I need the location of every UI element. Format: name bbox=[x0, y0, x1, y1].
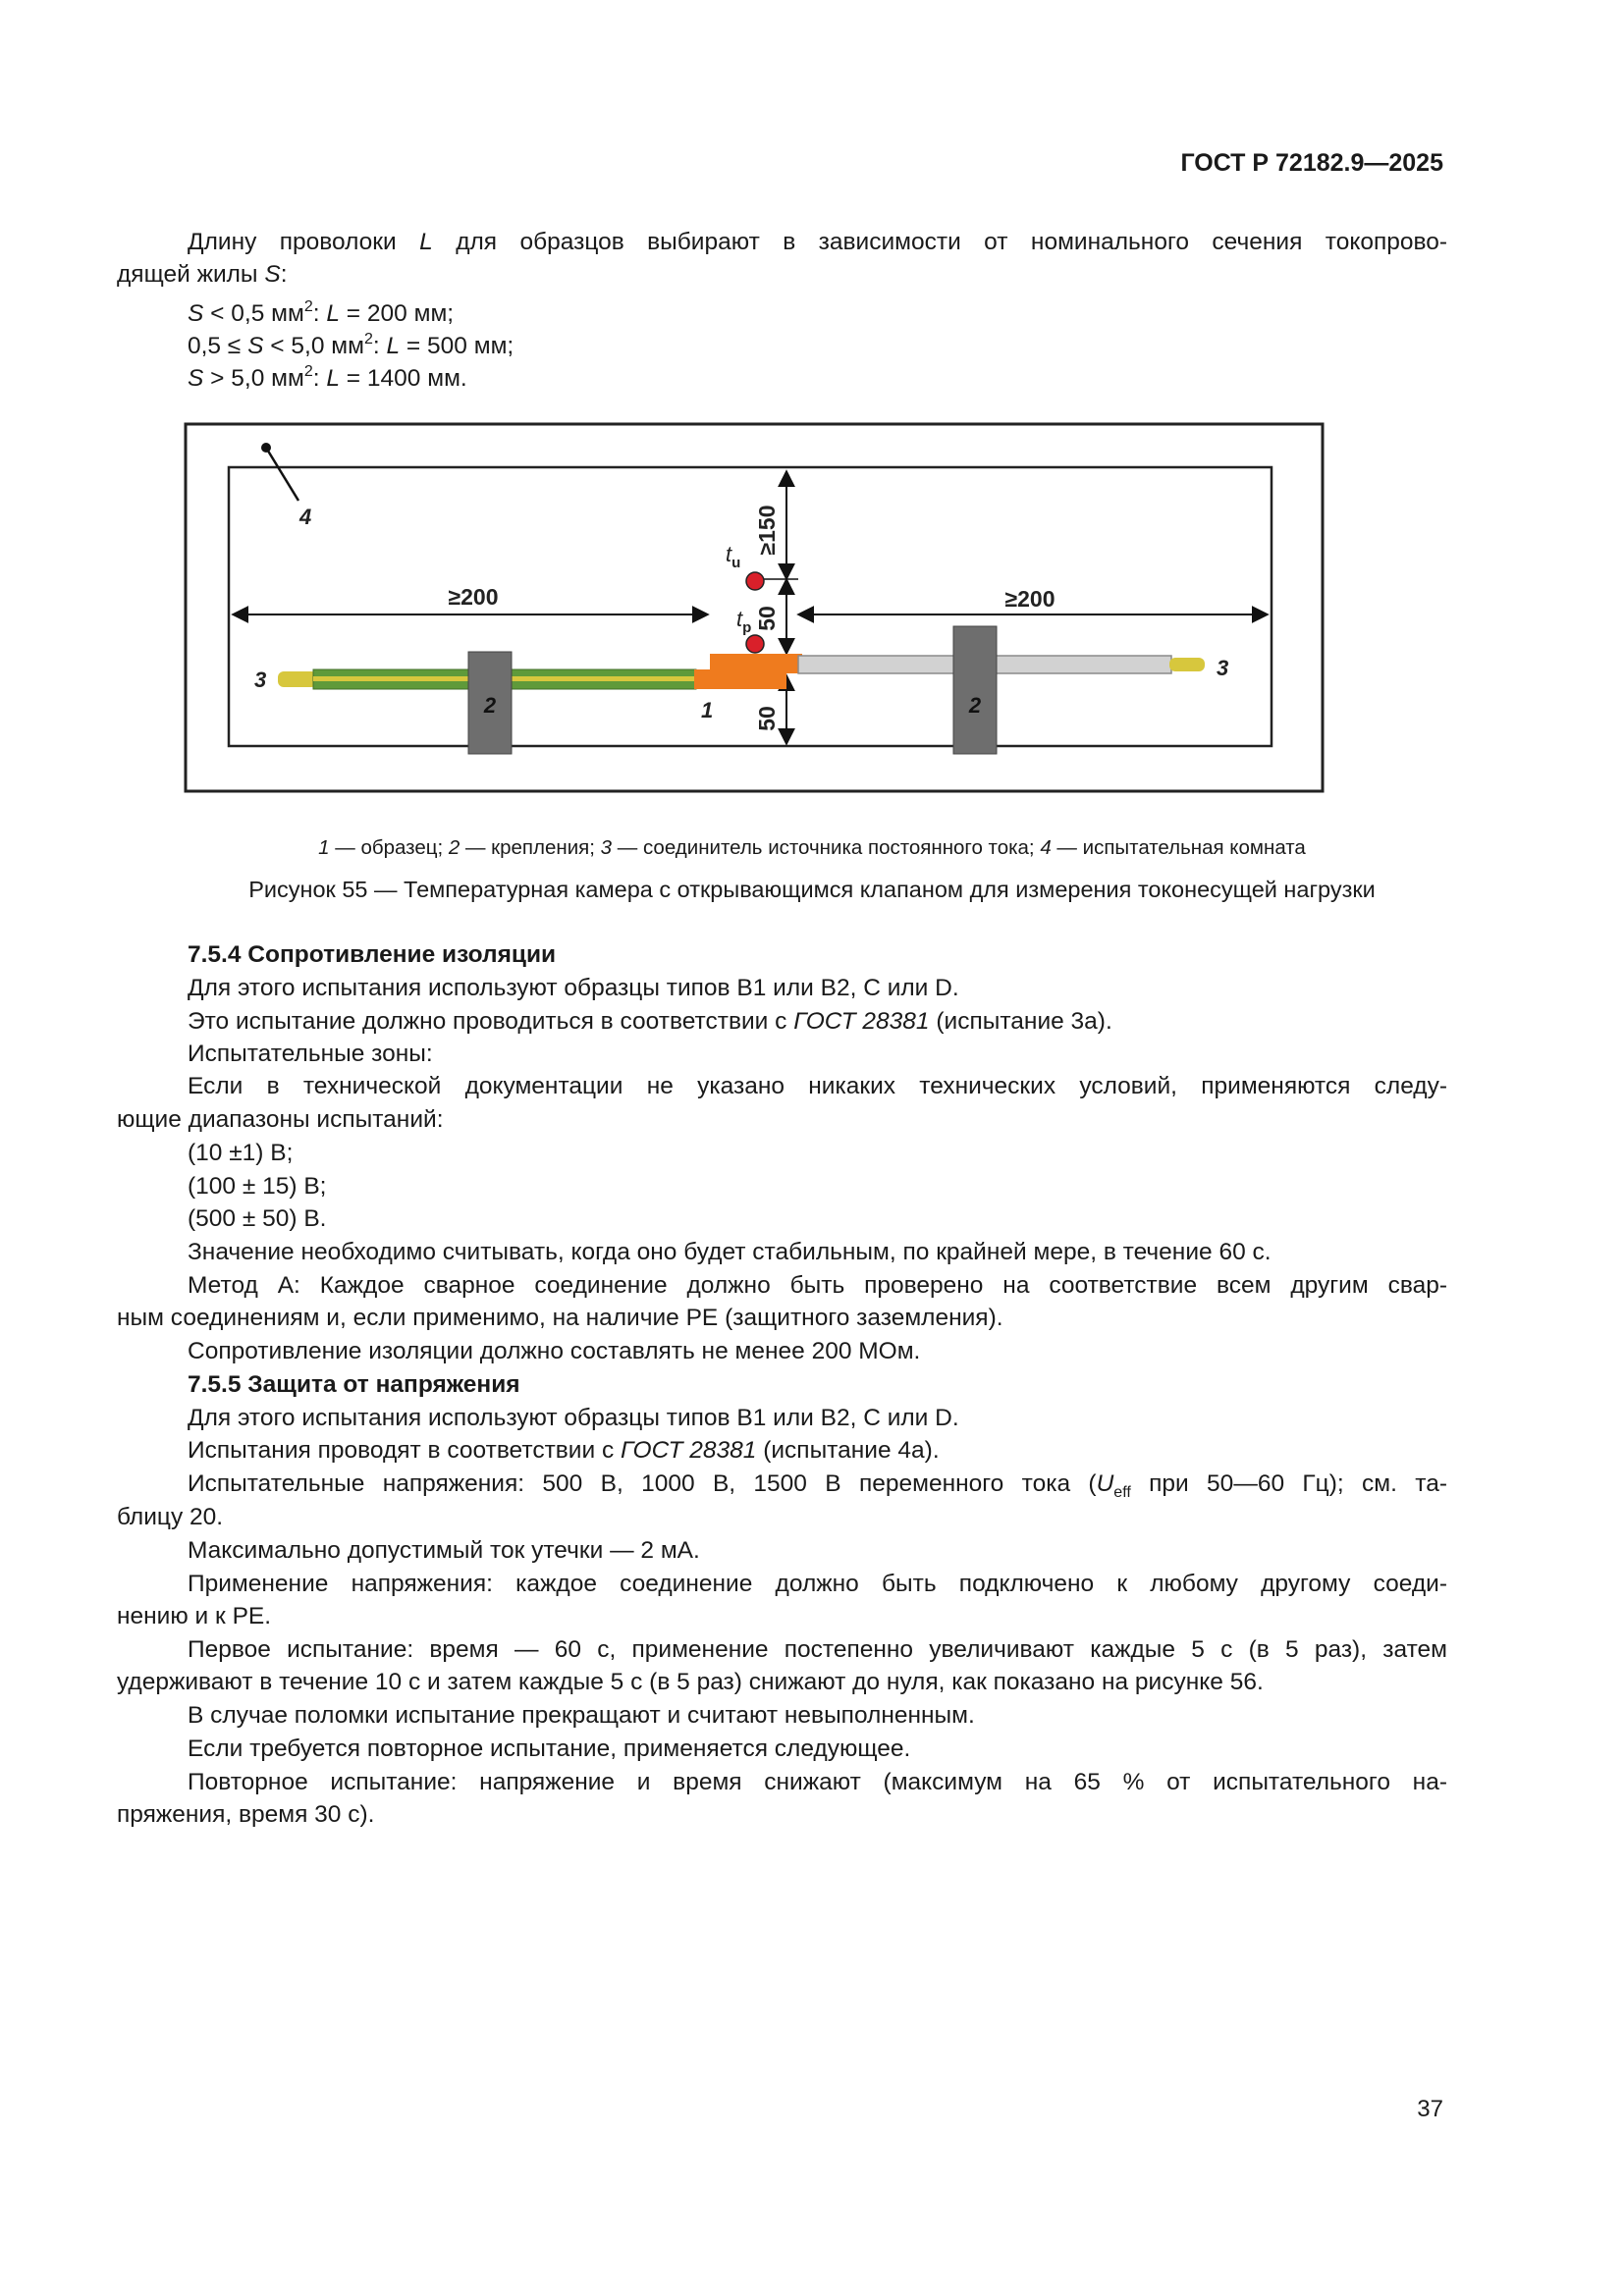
figure-55-diagram bbox=[184, 422, 1325, 795]
figure-legend: 1 — образец; 2 — крепления; 3 — соединитель источника постоянного тока; 4 — испытательная комната bbox=[318, 836, 1306, 859]
label-3-left: 3 bbox=[254, 667, 267, 692]
dimension-mid-label: 50 bbox=[754, 606, 780, 631]
document-code: ГОСТ Р 72182.9—2025 bbox=[1180, 149, 1443, 177]
test-room-leader-line bbox=[266, 448, 298, 501]
s754-p3: Испытательные зоны: bbox=[188, 1041, 433, 1067]
s755-p3-line1: Испытательные напряжения: 500 В, 1000 В, 1500 В переменного тока ($U_{eff}$ при 50—60 Гц); см. та- bbox=[188, 1470, 1447, 1501]
s755-p6-line2: удерживают в течение 10 с и затем каждые 5 с (в 5 раз) снижают до нуля, как показано на рисунке 56. bbox=[117, 1669, 1264, 1695]
dimension-right-label: ≥200 bbox=[1004, 586, 1056, 612]
s754-p7: Сопротивление изоляции должно составлять не менее 200 МОм. bbox=[188, 1338, 921, 1364]
sensor-tu bbox=[746, 572, 764, 590]
label-1: 1 bbox=[701, 698, 714, 722]
s754-p4-line2: ющие диапазоны испытаний: bbox=[117, 1106, 444, 1133]
s754-range-2: (100 ± 15) В; bbox=[188, 1173, 327, 1200]
s755-p5-line1: Применение напряжения: каждое соединение должно быть подключено к любому другому соеди- bbox=[188, 1571, 1447, 1597]
s754-range-3: (500 ± 50) В. bbox=[188, 1205, 327, 1232]
s754-p5: Значение необходимо считывать, когда оно будет стабильным, по крайней мере, в течение 60 с. bbox=[188, 1239, 1272, 1265]
s755-p8: Если требуется повторное испытание, применяется следующее. bbox=[188, 1735, 911, 1762]
sensor-tp bbox=[746, 635, 764, 653]
range-row-2: 0,5 ≤ S < 5,0 $мм^2$: L = 500 мм; bbox=[188, 331, 514, 359]
range-row-1: S < 0,5 $мм^2$: L = 200 мм; bbox=[188, 298, 455, 327]
s754-p1: Для этого испытания используют образцы типов В1 или В2, С или D. bbox=[188, 975, 959, 1001]
intro-line-2: дящей жилы S: bbox=[117, 261, 288, 288]
s755-p3-line2: блицу 20. bbox=[117, 1504, 224, 1530]
label-2-left: 2 bbox=[483, 693, 497, 718]
s755-p9-line2: пряжения, время 30 с). bbox=[117, 1801, 375, 1828]
dimension-bottom-label: 50 bbox=[754, 706, 780, 731]
clamp-right bbox=[953, 626, 997, 754]
s755-p4: Максимально допустимый ток утечки — 2 мА. bbox=[188, 1537, 700, 1564]
range-row-3: S > 5,0 $мм^2$: L = 1400 мм. bbox=[188, 363, 467, 392]
s754-p6-line2: ным соединениям и, если применимо, на наличие РЕ (защитного заземления). bbox=[117, 1305, 1003, 1331]
section-7-5-5-heading: 7.5.5 Защита от напряжения bbox=[188, 1371, 520, 1398]
label-2-right: 2 bbox=[968, 693, 982, 718]
label-4: 4 bbox=[299, 505, 312, 529]
section-7-5-4-heading: 7.5.4 Сопротивление изоляции bbox=[188, 941, 557, 968]
label-tu: $t_u$ bbox=[726, 542, 741, 571]
page-number: 37 bbox=[1417, 2096, 1443, 2122]
left-wire-strands bbox=[278, 671, 317, 687]
sample-connector-right bbox=[710, 654, 802, 673]
dimension-top-label: ≥150 bbox=[754, 505, 780, 556]
chamber-inner-frame bbox=[229, 467, 1272, 746]
s755-p6-line1: Первое испытание: время — 60 с, применение постепенно увеличивают каждые 5 с (в 5 раз), затем bbox=[188, 1636, 1447, 1663]
s754-range-1: (10 ±1) В; bbox=[188, 1140, 294, 1166]
label-tp: $t_p$ bbox=[736, 607, 752, 636]
s755-p5-line2: нению и к РЕ. bbox=[117, 1603, 272, 1629]
s754-p6-line1: Метод А: Каждое сварное соединение должно быть проверено на соответствие всем другим свар- bbox=[188, 1272, 1447, 1299]
s754-p4-line1: Если в технической документации не указано никаких технических условий, применяются следу- bbox=[188, 1073, 1447, 1099]
s755-p9-line1: Повторное испытание: напряжение и время снижают (максимум на 65 % от испытательного на- bbox=[188, 1769, 1447, 1795]
label-3-right: 3 bbox=[1217, 656, 1229, 680]
dimension-left-label: ≥200 bbox=[448, 584, 499, 610]
s754-p2: Это испытание должно проводиться в соответствии с ГОСТ 28381 (испытание 3а). bbox=[188, 1008, 1112, 1035]
figure-caption: Рисунок 55 — Температурная камера с открывающимся клапаном для измерения токонесущей нагрузки bbox=[248, 877, 1376, 902]
s755-p7: В случае поломки испытание прекращают и считают невыполненным. bbox=[188, 1702, 975, 1729]
s755-p1: Для этого испытания используют образцы типов В1 или В2, С или D. bbox=[188, 1405, 959, 1431]
s755-p2: Испытания проводят в соответствии с ГОСТ 28381 (испытание 4а). bbox=[188, 1437, 940, 1464]
intro-line-1: Длину проволоки L для образцов выбирают в зависимости от номинального сечения токопрово- bbox=[188, 229, 1447, 255]
right-wire-strands bbox=[1169, 658, 1205, 671]
